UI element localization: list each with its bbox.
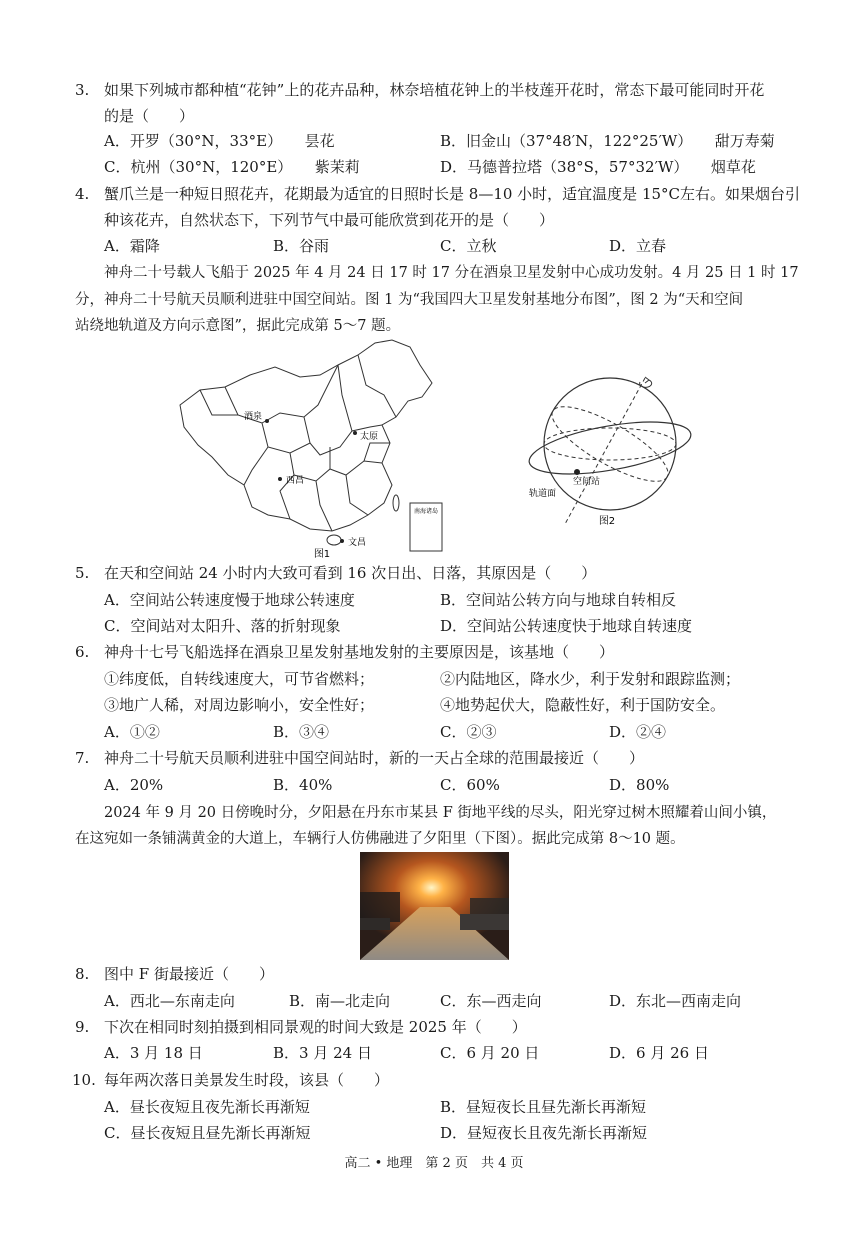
answer-option: B．空间站公转方向与地球自转相反 [440, 591, 677, 609]
answer-option: C．6 月 20 日 [440, 1044, 540, 1062]
question-stem: 神舟十七号飞船选择在酒泉卫星发射基地发射的主要原因是，该基地（ ） [104, 643, 615, 661]
question-number: 7. [75, 749, 90, 767]
passage-text: 站绕地轨道及方向示意图”，据此完成第 5～7 题。 [75, 318, 401, 334]
question-stem: 如果下列城市都种植“花钟”上的花卉品种，林奈培植花钟上的半枝莲开花时，常态下最可能同时开花 [104, 81, 765, 99]
answer-option: D．立春 [609, 237, 667, 255]
sunset-street-photo [360, 852, 509, 960]
map-label-xichang: 西昌 [286, 476, 305, 486]
answer-option: A．西北—东南走向 [104, 992, 235, 1010]
passage-text: 2024 年 9 月 20 日傍晚时分，夕阳悬在丹东市某县 F 街地平线的尽头，阳光穿过树木照耀着山间小镇， [104, 805, 777, 821]
question-stem: 在天和空间站 24 小时内大致可看到 16 次日出、日落，其原因是（ ） [104, 564, 597, 582]
answer-option: D．②④ [609, 723, 667, 741]
question-number: 10. [72, 1071, 96, 1089]
answer-option: B．③④ [273, 723, 330, 741]
page-footer: 高二 • 地理 第 2 页 共 4 页 [344, 1156, 524, 1171]
answer-option: A．霜降 [104, 237, 160, 255]
answer-option: A．昼长夜短且夜先渐长再渐短 [104, 1098, 310, 1116]
question-number: 3. [75, 81, 90, 99]
answer-option: D．东北—西南走向 [609, 992, 742, 1010]
question-stem: 神舟二十号航天员顺利进驻中国空间站时，新的一天占全球的范围最接近（ ） [104, 749, 645, 767]
map-label-taiyuan: 太原 [360, 432, 379, 442]
answer-option: B．旧金山（37°48′N，122°25′W） 甜万寿菊 [440, 132, 775, 150]
answer-option: D．马德普拉塔（38°S，57°32′W） 烟草花 [440, 158, 756, 176]
question-number: 4. [75, 185, 90, 203]
answer-option: B．南—北走向 [289, 992, 391, 1010]
question-stem: 种该花卉，自然状态下，下列节气中最可能欣赏到花开的是（ ） [104, 211, 555, 229]
passage-text: 分，神舟二十号航天员顺利进驻中国空间站。图 1 为“我国四大卫星发射基地分布图”，图 2 为“天和空间 [75, 292, 744, 308]
answer-option: D．空间站公转速度快于地球自转速度 [440, 617, 693, 635]
answer-option: D．昼短夜长且夜先渐长再渐短 [440, 1124, 648, 1142]
question-stem: 下次在相同时刻拍摄到相同景观的时间大致是 2025 年（ ） [104, 1018, 527, 1036]
statement-item: ④地势起伏大，隐蔽性好，利于国防安全。 [440, 696, 726, 714]
answer-option: C．②③ [440, 723, 497, 741]
answer-option: D．6 月 26 日 [609, 1044, 709, 1062]
question-stem: 图中 F 街最接近（ ） [104, 965, 274, 983]
question-stem: 的是（ ） [104, 107, 195, 125]
orbit-diagram [525, 372, 695, 532]
statement-item: ③地广人稀，对周边影响小，安全性好； [104, 696, 375, 714]
answer-option: B．40% [273, 776, 333, 794]
answer-option: A．①② [104, 723, 160, 741]
answer-option: A．20% [104, 776, 164, 794]
passage-text: 神舟二十号载人飞船于 2025 年 4 月 24 日 17 时 17 分在酒泉卫星发射中心成功发射。4 月 25 日 1 时 17 [104, 265, 799, 281]
answer-option: A．3 月 18 日 [104, 1044, 203, 1062]
answer-option: C．空间站对太阳升、落的折射现象 [104, 617, 341, 635]
station-label: 空间站 [573, 477, 601, 487]
question-stem: 蟹爪兰是一种短日照花卉，花期最为适宜的日照时长是 8—10 小时，适宜温度是 15°C左右。如果烟台引 [104, 185, 801, 203]
statement-item: ②内陆地区，降水少，利于发射和跟踪监测； [440, 670, 741, 688]
question-number: 5. [75, 564, 90, 582]
question-stem: 每年两次落日美景发生时段，该县（ ） [104, 1071, 390, 1089]
map-label-jiuquan: 酒泉 [243, 412, 262, 422]
china-launch-sites-map [170, 335, 455, 560]
answer-option: C．60% [440, 776, 500, 794]
figure-caption: 图2 [598, 516, 616, 527]
answer-option: A．开罗（30°N，33°E） 昙花 [104, 132, 335, 150]
question-number: 9. [75, 1018, 90, 1036]
answer-option: C．东—西走向 [440, 992, 542, 1010]
answer-option: B．3 月 24 日 [273, 1044, 372, 1062]
statement-item: ①纬度低，自转线速度大，可节省燃料； [104, 670, 375, 688]
map-label-wenchang: 文昌 [348, 538, 367, 548]
answer-option: A．空间站公转速度慢于地球公转速度 [104, 591, 355, 609]
figure-caption: 图1 [313, 549, 331, 560]
answer-option: C．昼长夜短且昼先渐长再渐短 [104, 1124, 311, 1142]
answer-option: D．80% [609, 776, 670, 794]
question-number: 6. [75, 643, 90, 661]
orbit-plane-label: 轨道面 [529, 489, 557, 499]
question-number: 8. [75, 965, 90, 983]
inset-label: 南海诸岛 [413, 508, 439, 515]
answer-option: C．立秋 [440, 237, 497, 255]
answer-option: B．谷雨 [273, 237, 330, 255]
answer-option: C．杭州（30°N，120°E） 紫茉莉 [104, 158, 360, 176]
answer-option: B．昼短夜长且昼先渐长再渐短 [440, 1098, 647, 1116]
passage-text: 在这宛如一条铺满黄金的大道上，车辆行人仿佛融进了夕阳里（下图）。据此完成第 8～10 题。 [75, 831, 685, 847]
